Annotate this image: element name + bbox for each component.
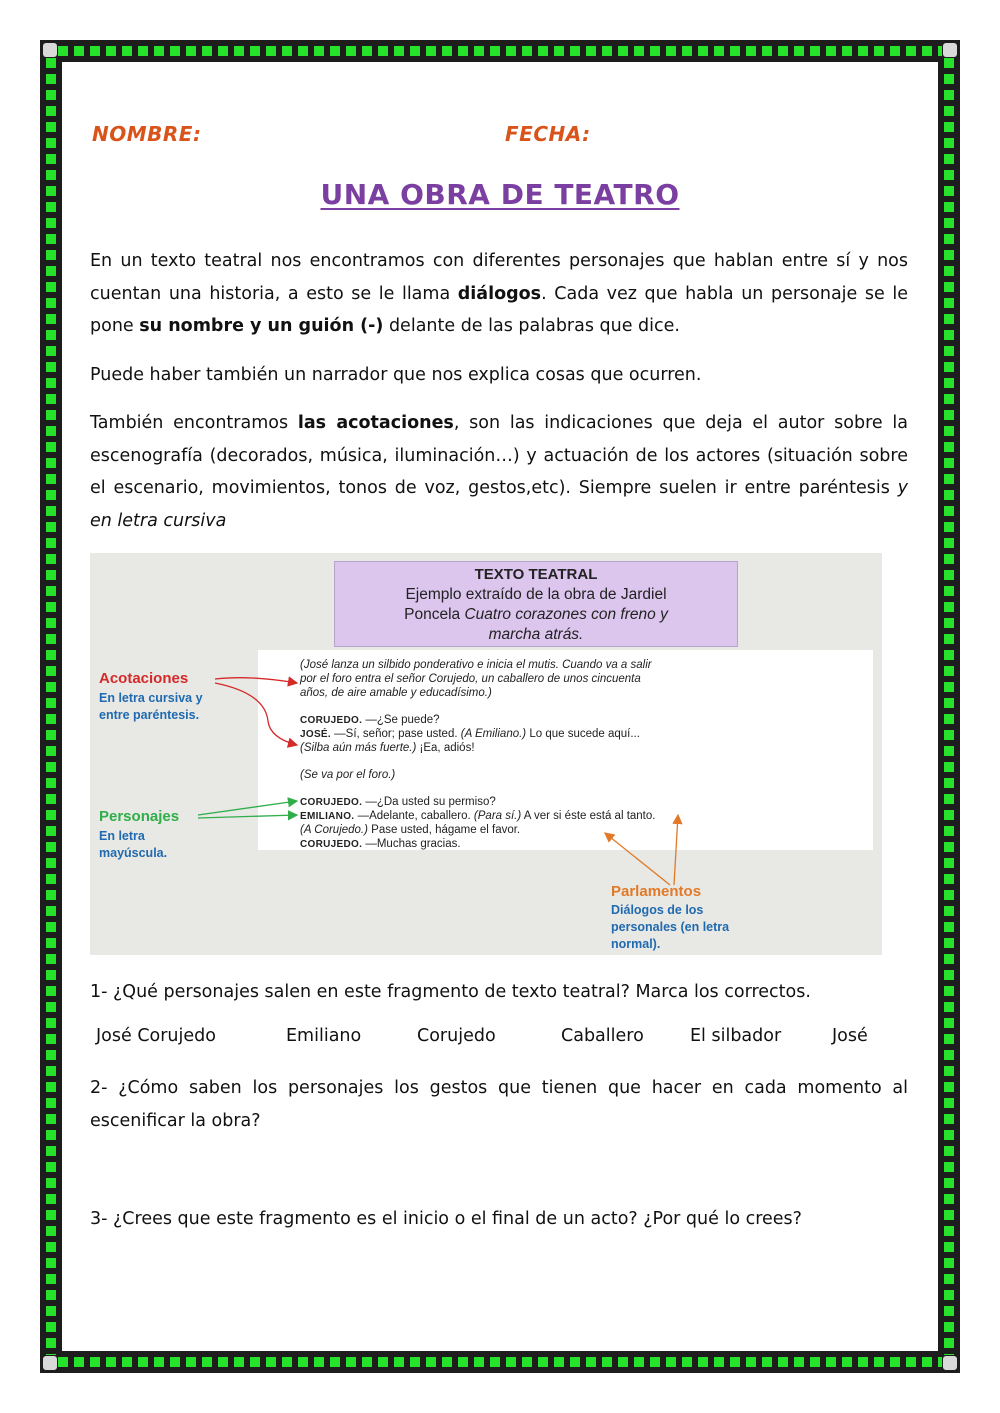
question-2: 2- ¿Cómo saben los personajes los gestos que tienen que hacer en cada momento al escenificar la obra?	[90, 1078, 908, 1131]
question-1: 1- ¿Qué personajes salen en este fragmento de texto teatral? Marca los correctos.	[90, 982, 811, 1002]
script-excerpt	[258, 650, 873, 850]
intro-paragraph-3: También encontramos las acotaciones, son las indicaciones que deja el autor sobre la escenografía (decorados, música, iluminación…) y actuación de los actores (situación sobre el escenario, movimientos, tonos de voz, gestos,etc). Siempre suelen ir entre paréntesis y en letra cursiva	[90, 413, 908, 531]
figure-title-box	[334, 561, 738, 647]
parlamentos-desc: Diálogos de los personales (en letra normal).	[611, 903, 730, 951]
option-corujedo[interactable]: Corujedo	[417, 1026, 496, 1046]
parlamentos-label: Parlamentos	[611, 883, 702, 900]
border-strip-bottom	[58, 1357, 942, 1367]
script-line: (José lanza un silbido ponderativo e inicia el mutis. Cuando va a salir	[300, 659, 652, 671]
page-title: UNA OBRA DE TEATRO	[320, 178, 680, 211]
acotaciones-desc: En letra cursiva y entre paréntesis.	[99, 691, 203, 722]
border-strip-top	[58, 46, 942, 56]
film-reel-icon	[943, 43, 957, 57]
border-strip-left	[46, 58, 56, 1355]
script-line: CORUJEDO. —¿Da usted su permiso?	[300, 796, 496, 808]
figure-box-line: marcha atrás.	[488, 626, 584, 643]
intro-paragraph-1: En un texto teatral nos encontramos con diferentes personajes que hablan entre sí y nos cuentan una historia, a esto se le llama diálogos. Cada vez que habla un personaje se le pone su nombre y un guión (-) delante de las palabras que dice.	[90, 251, 908, 336]
nombre-label: NOMBRE:	[92, 122, 202, 146]
option-jose-corujedo[interactable]: José Corujedo	[96, 1026, 216, 1046]
intro-paragraph-2: Puede haber también un narrador que nos explica cosas que ocurren.	[90, 365, 702, 385]
script-line: (Silba aún más fuerte.) ¡Ea, adiós!	[300, 742, 475, 754]
figure-box-title: TEXTO TEATRAL	[474, 566, 598, 583]
border-strip-right	[944, 58, 954, 1355]
option-jose[interactable]: José	[832, 1026, 868, 1046]
script-line: CORUJEDO. —Muchas gracias.	[300, 838, 461, 850]
film-reel-icon	[943, 1356, 957, 1370]
script-line: EMILIANO. —Adelante, caballero. (Para sí.) A ver si éste está al tanto.	[300, 810, 656, 822]
acotaciones-label: Acotaciones	[99, 670, 189, 687]
option-el-silbador[interactable]: El silbador	[690, 1026, 782, 1046]
script-line: JOSÉ. —Sí, señor; pase usted. (A Emiliano.) Lo que sucede aquí...	[300, 728, 640, 740]
personajes-desc: En letra mayúscula.	[99, 829, 168, 860]
figure-box-line: Ejemplo extraído de la obra de Jardiel	[405, 586, 667, 603]
script-line: (A Corujedo.) Pase usted, hágame el favor.	[300, 824, 521, 836]
film-reel-icon	[43, 43, 57, 57]
script-line: (Se va por el foro.)	[300, 769, 396, 781]
fecha-label: FECHA:	[505, 122, 591, 146]
film-reel-icon	[43, 1356, 57, 1370]
option-emiliano[interactable]: Emiliano	[286, 1026, 362, 1046]
script-line: CORUJEDO. —¿Se puede?	[300, 714, 440, 726]
option-caballero[interactable]: Caballero	[561, 1026, 644, 1046]
figure-box-line: Poncela Cuatro corazones con freno y	[404, 606, 668, 623]
teatro-example-figure	[90, 553, 882, 955]
personajes-label: Personajes	[99, 808, 180, 825]
script-line: por el foro entra el señor Corujedo, un caballero de unos cincuenta	[300, 673, 641, 685]
question-3: 3- ¿Crees que este fragmento es el inicio o el final de un acto? ¿Por qué lo crees?	[90, 1209, 802, 1229]
script-line: años, de aire amable y educadísimo.)	[300, 687, 492, 699]
